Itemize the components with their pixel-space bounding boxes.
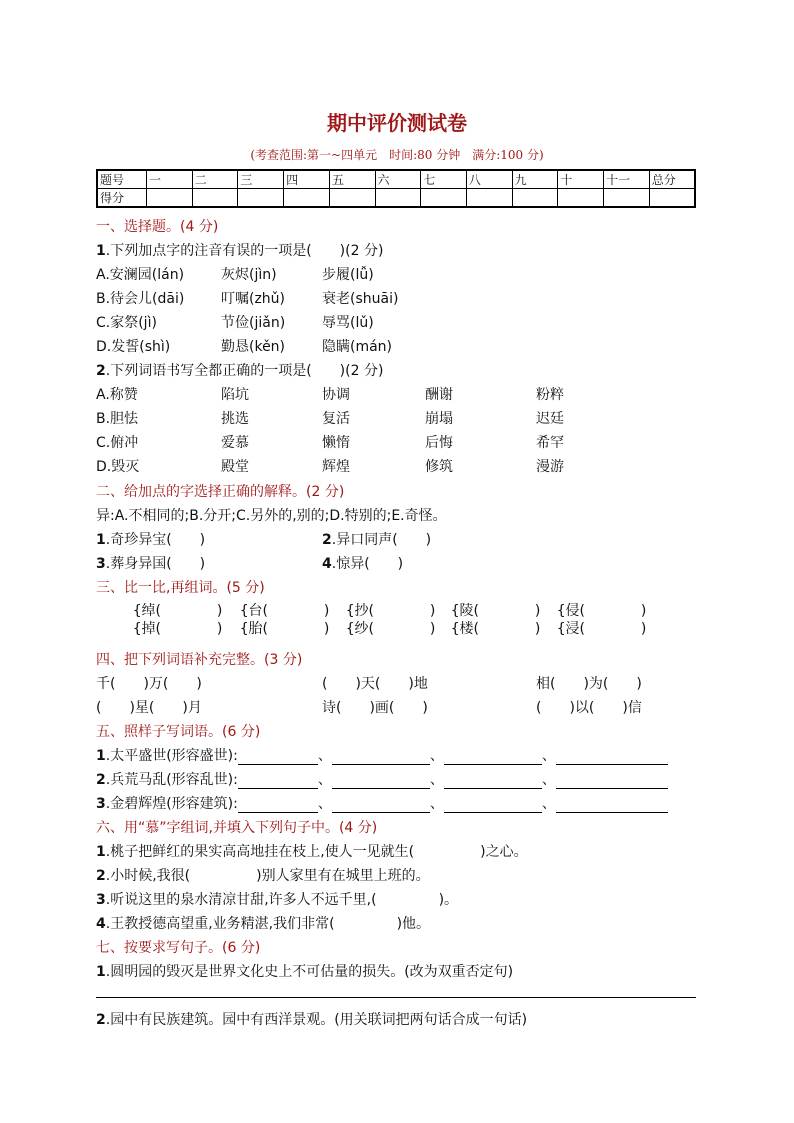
- score-cell[interactable]: [284, 189, 330, 208]
- s7-item-1: [96, 961, 513, 981]
- section-5-heading: 五、照样子写词语。(6 分): [96, 724, 261, 740]
- idiom-fill: ( )以( )信: [536, 700, 642, 716]
- word-option: 希罕: [536, 435, 564, 451]
- score-header-cell: 十: [558, 170, 604, 189]
- item-number: 4: [96, 916, 106, 932]
- score-header-cell: 四: [284, 170, 330, 189]
- char-a: 台: [248, 603, 263, 619]
- s6-item-4: [96, 913, 430, 933]
- s5-item-1: [96, 745, 668, 765]
- question-text: .下列加点字的注音有误的一项是( )(2 分): [105, 243, 384, 259]
- score-cell[interactable]: [238, 189, 284, 208]
- score-table-score-row: [97, 189, 695, 208]
- score-cell[interactable]: [329, 189, 375, 208]
- char-b: 楼: [459, 621, 474, 637]
- item-text: .异口同声( ): [331, 532, 432, 548]
- score-table: [96, 169, 696, 208]
- item-number: 1: [96, 964, 106, 980]
- definition-options: 异:A.不相同的;B.分开;C.另外的,别的;D.特别的;E.奇怪。: [96, 508, 447, 524]
- item-number: 2: [96, 772, 106, 788]
- word-option: C.俯冲: [96, 435, 139, 451]
- compare-group-1: {绰( ) {掉( ): [133, 603, 223, 637]
- item-text: .小时候,我很(: [105, 868, 191, 884]
- answer-blank[interactable]: [444, 798, 542, 813]
- word-option: 爱慕: [221, 435, 249, 451]
- answer-blank[interactable]: [556, 798, 668, 813]
- idiom-fill: 相( )为( ): [536, 676, 642, 692]
- option-b-1: B.待会儿(dāi): [96, 291, 185, 307]
- item-number: 1: [96, 532, 106, 548]
- word-option: 殿堂: [221, 459, 249, 475]
- word-option: D.毁灭: [96, 459, 140, 475]
- idiom-fill: ( )天( )地: [322, 676, 428, 692]
- score-cell[interactable]: [512, 189, 558, 208]
- item-text: .园中有民族建筑。园中有西洋景观。(用关联词把两句话合成一句话): [105, 1012, 528, 1028]
- separator: 、: [429, 748, 444, 764]
- answer-blank[interactable]: [332, 798, 430, 813]
- item-number: 1: [96, 844, 106, 860]
- answer-blank[interactable]: [332, 774, 430, 789]
- answer-blank[interactable]: [332, 750, 430, 765]
- option-b-2: 叮嘱(zhǔ): [221, 291, 286, 307]
- score-cell[interactable]: [604, 189, 650, 208]
- compare-group-3: {抄( ) {纱( ): [346, 603, 436, 637]
- score-header-cell: 二: [192, 170, 238, 189]
- item-text: )他。: [396, 916, 431, 932]
- item-number: 2: [322, 532, 332, 548]
- item-text: .听说这里的泉水清凉甘甜,许多人不远千里,(: [105, 892, 377, 908]
- option-a-3: 步履(lǚ): [322, 267, 374, 283]
- score-header-cell: 三: [238, 170, 284, 189]
- item-text: )之心。: [480, 844, 528, 860]
- score-cell[interactable]: [192, 189, 238, 208]
- idiom-fill: ( )星( )月: [96, 700, 202, 716]
- item-text: .奇珍异宝( ): [105, 532, 206, 548]
- score-header-cell: 九: [512, 170, 558, 189]
- item-number: 3: [96, 796, 106, 812]
- char-b: 胎: [248, 621, 263, 637]
- answer-blank[interactable]: [444, 750, 542, 765]
- score-cell[interactable]: [558, 189, 604, 208]
- char-b: 纱: [354, 621, 369, 637]
- item-text: .金碧辉煌(形容建筑):: [105, 796, 238, 812]
- option-c-3: 辱骂(lǔ): [322, 315, 374, 331]
- item-text: .桃子把鲜红的果实高高地挂在枝上,使人一见就生(: [105, 844, 415, 860]
- word-option: 挑选: [221, 411, 249, 427]
- question-1: [96, 240, 383, 260]
- option-b-3: 衰老(shuāi): [322, 291, 399, 307]
- s6-item-2: [96, 865, 430, 885]
- separator: 、: [317, 796, 332, 812]
- separator: 、: [541, 748, 556, 764]
- char-a: 侵: [565, 603, 580, 619]
- separator: 、: [541, 772, 556, 788]
- score-header-cell: 七: [421, 170, 467, 189]
- score-cell[interactable]: [375, 189, 421, 208]
- s5-item-3: [96, 793, 668, 813]
- answer-line[interactable]: [96, 997, 696, 998]
- question-number: 2: [96, 363, 106, 379]
- option-c-2: 节俭(jiǎn): [221, 315, 286, 331]
- section-3-heading: 三、比一比,再组词。(5 分): [96, 580, 265, 596]
- option-d-1: D.发誓(shì): [96, 339, 171, 355]
- score-header-cell: 六: [375, 170, 421, 189]
- item-number: 4: [322, 556, 332, 572]
- separator: 、: [317, 748, 332, 764]
- answer-blank[interactable]: [238, 774, 318, 789]
- word-option: 协调: [322, 387, 350, 403]
- score-header-cell: 十一: [604, 170, 650, 189]
- s2-item-1: [96, 529, 205, 549]
- word-option: 粉粹: [536, 387, 564, 403]
- score-table-header-row: [97, 170, 695, 189]
- char-a: 陵: [459, 603, 474, 619]
- answer-blank[interactable]: [444, 774, 542, 789]
- idiom-fill: 千( )万( ): [96, 676, 202, 692]
- word-option: 辉煌: [322, 459, 350, 475]
- item-number: 2: [96, 1012, 106, 1028]
- section-2-heading: 二、给加点的字选择正确的解释。(2 分): [96, 484, 345, 500]
- answer-blank[interactable]: [556, 750, 668, 765]
- score-row-label: 得分: [97, 189, 147, 208]
- score-header-cell: 八: [466, 170, 512, 189]
- score-header-cell: 题号: [97, 170, 147, 189]
- compare-group-5: {侵( ) {浸( ): [557, 603, 647, 637]
- word-option: 陷坑: [221, 387, 249, 403]
- item-text: .王教授德高望重,业务精湛,我们非常(: [105, 916, 335, 932]
- answer-blank[interactable]: [238, 750, 318, 765]
- compare-group-4: {陵( ) {楼( ): [451, 603, 541, 637]
- score-header-cell: 五: [329, 170, 375, 189]
- compare-group-2: {台( ) {胎( ): [240, 603, 330, 637]
- separator: 、: [429, 772, 444, 788]
- option-a-1: A.安澜园(lán): [96, 267, 185, 283]
- word-option: 迟廷: [536, 411, 564, 427]
- option-c-1: C.家祭(jì): [96, 315, 157, 331]
- item-text: )。: [438, 892, 459, 908]
- score-cell[interactable]: [649, 189, 695, 208]
- s2-item-2: [322, 529, 431, 549]
- question-text: .下列词语书写全都正确的一项是( )(2 分): [105, 363, 384, 379]
- item-text: )别人家里有在城里上班的。: [256, 868, 430, 884]
- page-subtitle: (考查范围:第一~四单元 时间:80 分钟 满分:100 分): [250, 148, 544, 162]
- char-a: 抄: [354, 603, 369, 619]
- word-option: A.称赞: [96, 387, 138, 403]
- answer-blank[interactable]: [238, 798, 318, 813]
- separator: 、: [429, 796, 444, 812]
- option-d-3: 隐瞒(mán): [322, 339, 393, 355]
- score-header-cell: 一: [147, 170, 193, 189]
- section-4-heading: 四、把下列词语补充完整。(3 分): [96, 652, 303, 668]
- score-cell[interactable]: [147, 189, 193, 208]
- word-option: 复活: [322, 411, 350, 427]
- s6-item-1: [96, 841, 528, 861]
- item-number: 3: [96, 556, 106, 572]
- option-a-2: 灰烬(jìn): [221, 267, 277, 283]
- s2-item-4: [322, 553, 403, 573]
- section-1-heading: 一、选择题。(4 分): [96, 219, 219, 235]
- s7-item-2: [96, 1009, 527, 1029]
- score-cell[interactable]: [466, 189, 512, 208]
- item-number: 1: [96, 748, 106, 764]
- word-option: 懒惰: [322, 435, 350, 451]
- word-option: 漫游: [536, 459, 564, 475]
- word-option: 修筑: [425, 459, 453, 475]
- item-number: 2: [96, 868, 106, 884]
- option-d-2: 勤恳(kěn): [221, 339, 286, 355]
- item-text: .太平盛世(形容盛世):: [105, 748, 238, 764]
- section-7-heading: 七、按要求写句子。(6 分): [96, 940, 261, 956]
- item-text: .葬身异国( ): [105, 556, 206, 572]
- s5-item-2: [96, 769, 668, 789]
- score-cell[interactable]: [421, 189, 467, 208]
- item-text: .惊异( ): [331, 556, 404, 572]
- word-option: B.胆怯: [96, 411, 139, 427]
- s2-item-3: [96, 553, 205, 573]
- char-a: 绰: [141, 603, 156, 619]
- question-2: [96, 360, 383, 380]
- page-title: 期中评价测试卷: [327, 111, 467, 135]
- item-text: .圆明园的毁灭是世界文化史上不可估量的损失。(改为双重否定句): [105, 964, 514, 980]
- word-option: 崩塌: [425, 411, 453, 427]
- separator: 、: [317, 772, 332, 788]
- item-number: 3: [96, 892, 106, 908]
- answer-blank[interactable]: [556, 774, 668, 789]
- char-b: 掉: [141, 621, 156, 637]
- section-6-heading: 六、用“慕”字组词,并填入下列句子中。(4 分): [96, 820, 378, 836]
- s6-item-3: [96, 889, 458, 909]
- score-header-cell: 总分: [649, 170, 695, 189]
- word-option: 酬谢: [425, 387, 453, 403]
- char-b: 浸: [565, 621, 580, 637]
- idiom-fill: 诗( )画( ): [322, 700, 428, 716]
- question-number: 1: [96, 243, 106, 259]
- word-option: 后悔: [425, 435, 453, 451]
- separator: 、: [541, 796, 556, 812]
- item-text: .兵荒马乱(形容乱世):: [105, 772, 238, 788]
